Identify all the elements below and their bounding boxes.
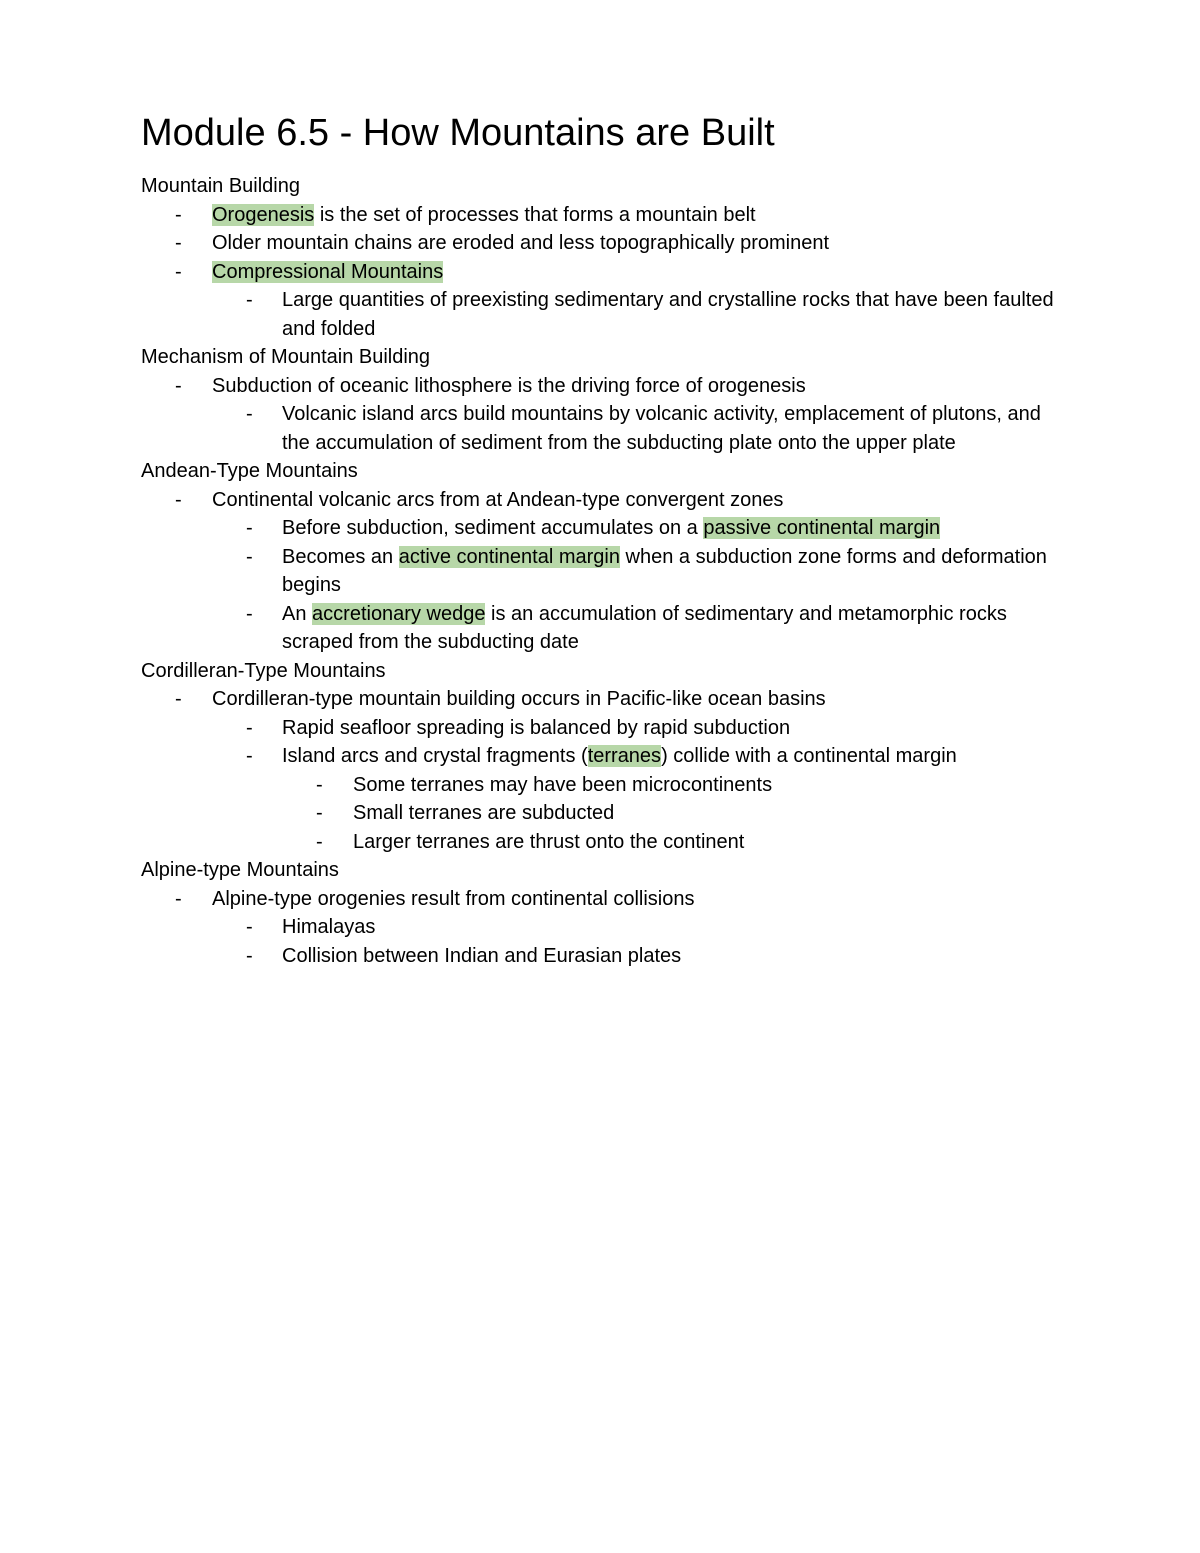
list-item xyxy=(141,258,1071,287)
section-heading: Andean-Type Mountains xyxy=(141,460,358,482)
list-item xyxy=(141,229,1071,258)
list-item xyxy=(141,400,1071,457)
bullet-dash: - xyxy=(246,289,253,311)
bullet-dash: - xyxy=(175,887,182,910)
item-text: Subduction of oceanic lithosphere is the driving force of orogenesis xyxy=(212,374,806,397)
list-item xyxy=(141,799,1071,828)
highlighted-term: passive continental margin xyxy=(703,517,941,539)
bullet-dash: - xyxy=(175,688,182,710)
section xyxy=(141,172,1071,343)
highlighted-term: active continental margin xyxy=(398,545,620,568)
highlighted-term: Orogenesis xyxy=(212,203,315,226)
list-item xyxy=(141,828,1071,857)
list-item xyxy=(141,913,1071,942)
item-text: An xyxy=(282,602,313,625)
item-text: Larger terranes are thrust onto the continent xyxy=(353,830,745,853)
item-text: Continental volcanic arcs from at Andean-type convergent zones xyxy=(212,488,784,511)
item-text: ) collide with a continental margin xyxy=(661,745,957,767)
item-text: Older mountain chains are eroded and less topographically prominent xyxy=(212,232,830,254)
document-page xyxy=(141,108,1071,970)
item-text: Cordilleran-type mountain building occurs in Pacific-like ocean basins xyxy=(212,688,826,710)
item-text: Collision between Indian and Eurasian plates xyxy=(282,944,682,967)
bullet-dash: - xyxy=(246,517,253,539)
item-text: is the set of processes that forms a mountain belt xyxy=(314,203,756,226)
bullet-dash: - xyxy=(316,802,323,824)
list-item xyxy=(141,885,1071,914)
section-heading: Cordilleran-Type Mountains xyxy=(141,659,386,682)
page-title: Module 6.5 - How Mountains are Built xyxy=(141,112,775,154)
list-item xyxy=(141,286,1071,343)
list-item xyxy=(141,486,1071,515)
item-text: Alpine-type orogenies result from continental collisions xyxy=(212,887,695,910)
list-item xyxy=(141,201,1071,230)
item-text: Island arcs and crystal fragments ( xyxy=(282,745,588,767)
item-text: Becomes an xyxy=(282,545,399,568)
bullet-dash: - xyxy=(246,916,253,938)
section-heading: Alpine-type Mountains xyxy=(141,859,339,881)
highlighted-term: accretionary wedge xyxy=(312,602,486,625)
section xyxy=(141,657,1071,857)
bullet-dash: - xyxy=(246,716,253,739)
highlighted-term: Compressional Mountains xyxy=(212,260,444,283)
section xyxy=(141,343,1071,457)
item-text: Before subduction, sediment accumulates on a xyxy=(282,517,704,539)
list-item xyxy=(141,942,1071,971)
highlighted-term: terranes xyxy=(587,745,662,767)
bullet-dash: - xyxy=(175,260,182,283)
list-item xyxy=(141,714,1071,743)
bullet-dash: - xyxy=(246,403,253,425)
item-text: Volcanic island arcs build mountains by volcanic activity, emplacement of plutons, and the accumulation of sediment from the subducting plate onto the upper plate xyxy=(282,403,1041,454)
bullet-dash: - xyxy=(175,488,182,511)
item-text: when a subduction zone forms and deformation begins xyxy=(282,545,1047,596)
list-item xyxy=(141,543,1071,600)
bullet-dash: - xyxy=(175,203,182,226)
bullet-dash: - xyxy=(316,830,323,853)
item-text: Large quantities of preexisting sedimentary and crystalline rocks that have been faulted and folded xyxy=(282,289,1054,340)
bullet-dash: - xyxy=(316,773,323,796)
bullet-list xyxy=(141,486,1071,657)
notes-body xyxy=(141,172,1071,970)
bullet-dash: - xyxy=(246,545,253,568)
list-item xyxy=(141,372,1071,401)
bullet-dash: - xyxy=(175,232,182,254)
bullet-list xyxy=(141,372,1071,458)
bullet-dash: - xyxy=(175,374,182,397)
bullet-dash: - xyxy=(246,602,253,625)
item-text: is an accumulation of sedimentary and metamorphic rocks scraped from the subducting date xyxy=(282,602,1007,653)
list-item xyxy=(141,685,1071,714)
section-heading: Mechanism of Mountain Building xyxy=(141,346,431,368)
section xyxy=(141,856,1071,970)
bullet-list xyxy=(141,685,1071,856)
list-item xyxy=(141,771,1071,800)
list-item xyxy=(141,600,1071,657)
item-text: Himalayas xyxy=(282,916,376,938)
section xyxy=(141,457,1071,657)
list-item xyxy=(141,514,1071,543)
item-text: Rapid seafloor spreading is balanced by rapid subduction xyxy=(282,716,791,739)
bullet-dash: - xyxy=(246,944,253,967)
item-text: Some terranes may have been microcontinents xyxy=(353,773,773,796)
bullet-list xyxy=(141,885,1071,971)
item-text: Small terranes are subducted xyxy=(353,802,615,824)
list-item xyxy=(141,742,1071,771)
section-heading: Mountain Building xyxy=(141,175,300,197)
bullet-dash: - xyxy=(246,745,253,767)
bullet-list xyxy=(141,201,1071,344)
